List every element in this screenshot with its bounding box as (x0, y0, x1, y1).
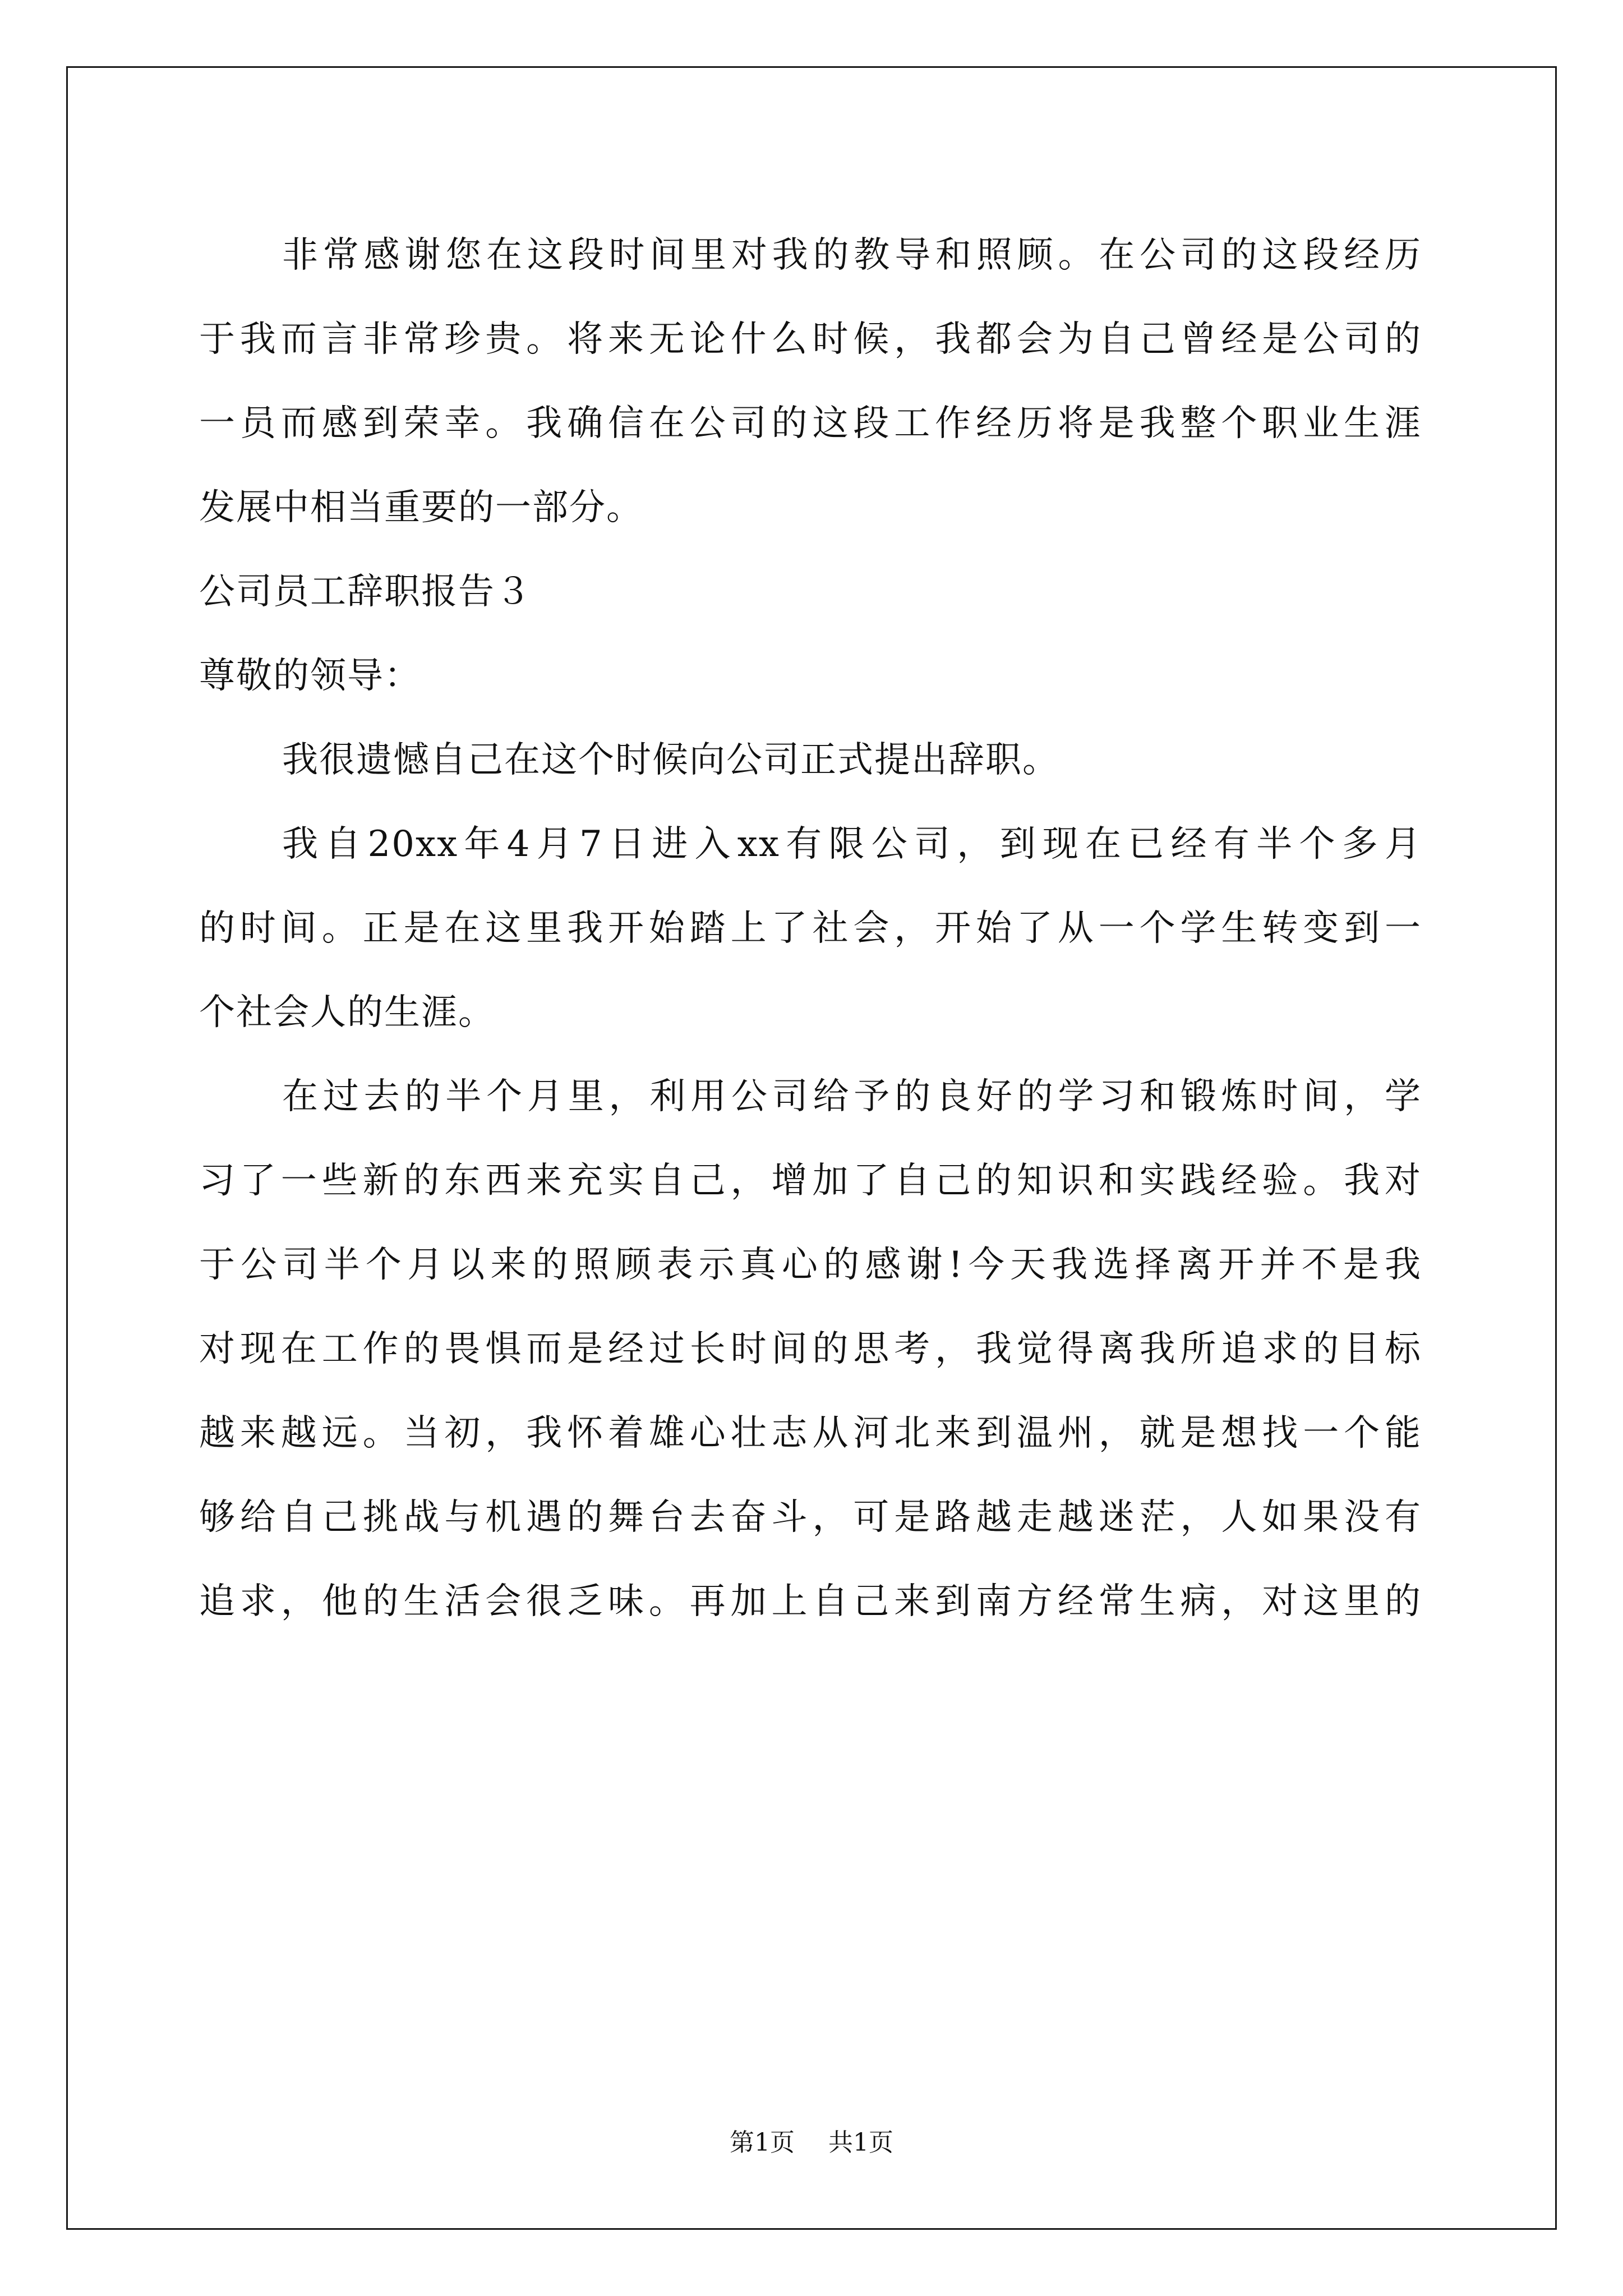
page-footer (0, 2126, 1623, 2160)
paragraph-line: 对现在工作的畏惧而是经过长时间的思考，我觉得离我所追求的目标 (199, 1328, 1422, 1370)
paragraph-line: 越来越远。当初，我怀着雄心壮志从河北来到温州，就是想找一个能 (199, 1412, 1422, 1454)
paragraph-line: 习了一些新的东西来充实自己，增加了自己的知识和实践经验。我对 (199, 1160, 1422, 1202)
paragraph-line: 于我而言非常珍贵。将来无论什么时候，我都会为自己曾经是公司的 (199, 319, 1422, 360)
paragraph-line: 非常感谢您在这段时间里对我的教导和照顾。在公司的这段经历 (282, 234, 1422, 276)
paragraph-line: 个社会人的生涯。 (199, 992, 495, 1033)
paragraph-line: 我很遗憾自己在这个时候向公司正式提出辞职。 (282, 739, 1059, 781)
paragraph-line: 我自20xx年4月7日进入xx有限公司，到现在已经有半个多月 (282, 823, 1422, 865)
section-title: 公司员工辞职报告３ (199, 571, 532, 613)
paragraph-line: 在过去的半个月里，利用公司给予的良好的学习和锻炼时间，学 (282, 1076, 1422, 1117)
salutation: 尊敬的领导： (199, 655, 421, 697)
paragraph-line: 追求，他的生活会很乏味。再加上自己来到南方经常生病，对这里的 (199, 1581, 1422, 1622)
paragraph-line: 一员而感到荣幸。我确信在公司的这段工作经历将是我整个职业生涯 (199, 403, 1422, 444)
paragraph-line: 于公司半个月以来的照顾表示真心的感谢!今天我选择离开并不是我 (199, 1244, 1422, 1286)
page-number-current: 第1页 (730, 2128, 795, 2157)
paragraph-line: 够给自己挑战与机遇的舞台去奋斗，可是路越走越迷茫，人如果没有 (199, 1497, 1422, 1538)
paragraph-line: 发展中相当重要的一部分。 (199, 487, 643, 528)
paragraph-line: 的时间。正是在这里我开始踏上了社会，开始了从一个学生转变到一 (199, 908, 1422, 949)
page-number-total: 共1页 (828, 2128, 893, 2157)
